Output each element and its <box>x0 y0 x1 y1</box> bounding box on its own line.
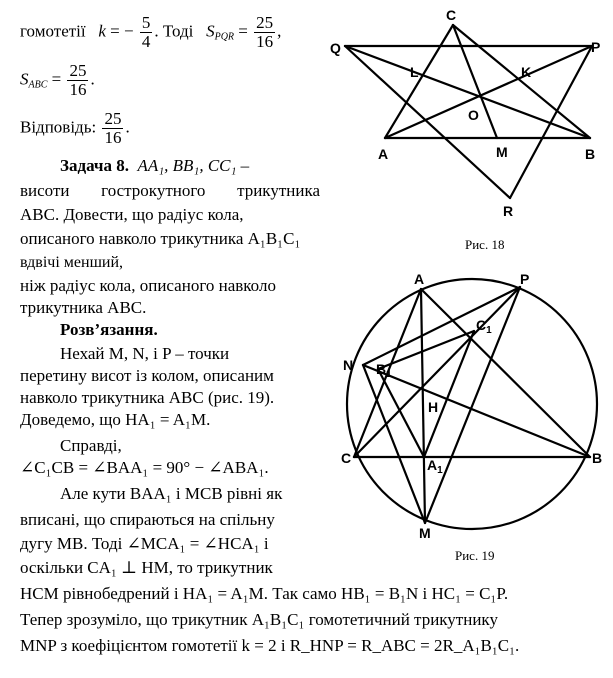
intro-line-1: гомотетії k = − $\frac{5}{4}$ . Тоді $S_{PQR}$ = $\frac{25}{16}$ , <box>20 13 282 51</box>
solution-p1-l3: навколо трикутника ABC (рис. 19). <box>20 388 275 407</box>
task8-line-6: ніж радіус кола, описаного навколо <box>20 276 276 295</box>
fig18-label-R: R <box>503 203 514 219</box>
fig19-label-C: C <box>341 450 352 466</box>
fig19-label-C1: $C_1$ <box>476 317 492 336</box>
solution-p3-l5: HCM рівнобедрений і HA₁ = A₁M. Так само HB₁ = B₁N і HC₁ = C₁P. <box>20 584 509 603</box>
solution-p3-l7: MNP з коефіцієнтом гомотетії k = 2 і R_HNP = R_ABC = 2R_A₁B₁C₁. <box>20 636 520 655</box>
fig19-label-A: A <box>414 271 425 287</box>
fraction-25-16-b: $\frac{25}{16}$ <box>69 61 87 99</box>
fig18-label-K: K <box>521 64 532 80</box>
fig18-label-P: P <box>591 39 601 55</box>
intro-line-2: $S_{ABC}$ = $\frac{25}{16}$ . <box>20 61 95 99</box>
solution-p3-l1: Але кути BAA₁ і MCB рівні як <box>60 484 283 503</box>
solution-p1-l4: Доведемо, що HA₁ = A₁M. <box>20 410 211 429</box>
solution-p3-l2: вписані, що спираються на спільну <box>20 510 275 529</box>
fig19-line-AB <box>421 289 590 457</box>
fig18-label-O: O <box>468 107 479 123</box>
task8-line-1: Задача 8. AA₁, BB₁, CC₁ – <box>60 156 250 175</box>
fraction-answer: $\frac{25}{16}$ <box>104 109 122 147</box>
figure-18 <box>325 0 613 245</box>
fig19-label-B1: $B_1$ <box>376 361 392 380</box>
task8-line-2: висоти гострокутного трикутника <box>20 181 320 200</box>
fraction-25-16: $\frac{25}{16}$ <box>256 13 274 51</box>
fig19-line-PM <box>425 287 520 523</box>
task8-line-4: описаного навколо трикутника A₁B₁C₁ <box>20 229 301 248</box>
fig19-label-M: M <box>419 525 431 541</box>
fig19-label-H: H <box>428 399 439 415</box>
fig19-label-A1: $A_1$ <box>427 457 443 476</box>
fig18-label-M: M <box>496 144 508 160</box>
fig19-line-NB <box>363 365 590 457</box>
fig19-line-C1A1 <box>424 331 474 457</box>
fig18-label-L: L <box>410 64 419 80</box>
fig18-label-A: A <box>378 146 389 162</box>
solution-p3-l3: дугу MB. Тоді ∠MCA₁ = ∠HCA₁ і <box>20 534 269 553</box>
fraction-5-4: $\frac{5}{4}$ <box>141 13 151 51</box>
task8-label: Задача 8. <box>60 156 129 175</box>
fig19-line-NP <box>363 287 520 365</box>
fig18-caption: Рис. 18 <box>465 237 505 252</box>
fig18-line-AC <box>385 25 453 138</box>
solution-p1-l2: перетину висот із колом, описаним <box>20 366 274 385</box>
solution-heading: Розв’язання. <box>60 320 158 339</box>
fig18-label-Q: Q <box>330 40 341 56</box>
task8-line-5: вдвічі менший, <box>20 254 124 271</box>
figure-19 <box>335 262 613 552</box>
task8-line-3: ABC. Довести, що радіус кола, <box>20 205 244 224</box>
fig19-label-N: N <box>343 357 354 373</box>
fig19-line-NM <box>363 365 425 523</box>
solution-p2-l1: Справді, <box>60 436 122 455</box>
solution-p3-l6: Тепер зрозуміло, що трикутник A₁B₁C₁ гомотетичний трикутнику <box>20 610 498 629</box>
solution-p3-l4: оскільки CA₁ ⊥ HM, то трикутник <box>20 558 273 577</box>
fig19-label-P: P <box>520 271 530 287</box>
fig18-line-AP <box>385 46 592 138</box>
fig19-line-B1A1 <box>378 369 424 457</box>
fig18-label-B: B <box>585 146 596 162</box>
fig18-label-C: C <box>446 7 457 23</box>
solution-p2-l2: ∠C₁CB = ∠BAA₁ = 90° − ∠ABA₁. <box>20 458 269 477</box>
fig19-caption: Рис. 19 <box>455 548 495 563</box>
task8-line-7: трикутника ABC. <box>20 298 147 317</box>
answer-line: Відповідь: $\frac{25}{16}$ . <box>20 109 130 147</box>
solution-p1-l1: Нехай M, N, і P – точки <box>60 344 230 363</box>
fig19-line-AM <box>421 289 425 523</box>
fig19-label-B: B <box>592 450 603 466</box>
